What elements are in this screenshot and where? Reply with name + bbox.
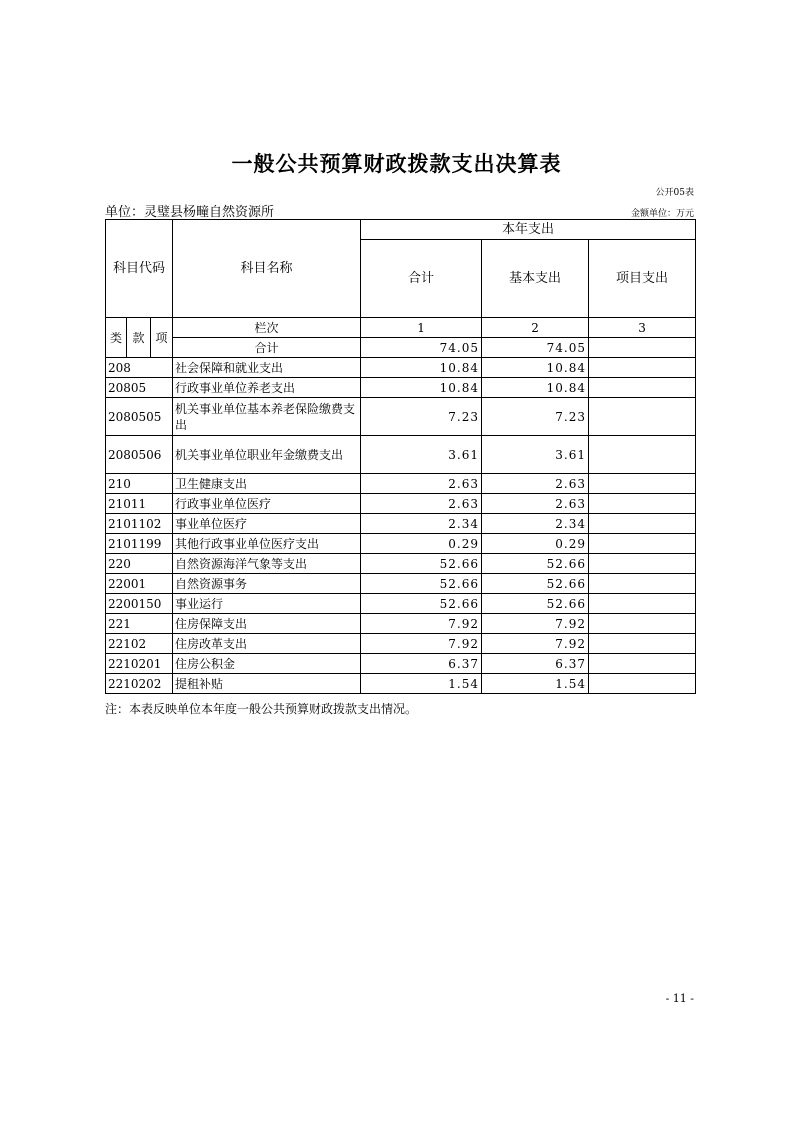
row-basic: 10.84 xyxy=(482,378,589,398)
row-project xyxy=(589,398,696,436)
header-row-1 xyxy=(106,220,696,240)
row-total: 0.29 xyxy=(361,534,482,554)
row-code: 22102 xyxy=(106,634,173,654)
table-row xyxy=(106,634,696,654)
row-code: 22001 xyxy=(106,574,173,594)
row-basic: 2.63 xyxy=(482,474,589,494)
xiang-header: 项 xyxy=(151,318,173,358)
row-total: 7.23 xyxy=(361,398,482,436)
row-total: 3.61 xyxy=(361,436,482,474)
row-total: 10.84 xyxy=(361,378,482,398)
row-project xyxy=(589,594,696,614)
table-row xyxy=(106,614,696,634)
row-code: 2080505 xyxy=(106,398,173,436)
row-total: 52.66 xyxy=(361,574,482,594)
row-project xyxy=(589,378,696,398)
basic-header: 基本支出 xyxy=(482,240,589,318)
row-name: 社会保障和就业支出 xyxy=(173,358,361,378)
table-row xyxy=(106,514,696,534)
row-code: 2080506 xyxy=(106,436,173,474)
row-total: 1.54 xyxy=(361,674,482,694)
row-project xyxy=(589,554,696,574)
row-name: 自然资源海洋气象等支出 xyxy=(173,554,361,574)
table-row xyxy=(106,554,696,574)
row-name: 自然资源事务 xyxy=(173,574,361,594)
row-basic: 52.66 xyxy=(482,594,589,614)
page-number: - 11 - xyxy=(665,992,694,1005)
col1-number: 1 xyxy=(361,318,482,338)
table-row xyxy=(106,378,696,398)
table-row xyxy=(106,398,696,436)
row-total: 2.63 xyxy=(361,494,482,514)
row-total: 7.92 xyxy=(361,614,482,634)
row-name: 卫生健康支出 xyxy=(173,474,361,494)
col3-number: 3 xyxy=(589,318,696,338)
row-code: 220 xyxy=(106,554,173,574)
row-project xyxy=(589,358,696,378)
row-code: 210 xyxy=(106,474,173,494)
row-name: 行政事业单位医疗 xyxy=(173,494,361,514)
lei-header: 类 xyxy=(106,318,127,358)
row-basic: 1.54 xyxy=(482,674,589,694)
row-name: 住房改革支出 xyxy=(173,634,361,654)
total-row xyxy=(106,338,696,358)
row-code: 21011 xyxy=(106,494,173,514)
table-row xyxy=(106,594,696,614)
row-name: 提租补贴 xyxy=(173,674,361,694)
row-basic: 7.92 xyxy=(482,614,589,634)
row-code: 2101102 xyxy=(106,514,173,534)
amount-unit: 金额单位：万元 xyxy=(630,209,694,219)
row-code: 2210202 xyxy=(106,674,173,694)
kuan-header: 款 xyxy=(127,318,151,358)
table-row xyxy=(106,574,696,594)
total-row-label: 合计 xyxy=(173,338,361,358)
row-basic: 52.66 xyxy=(482,554,589,574)
row-project xyxy=(589,654,696,674)
row-basic: 2.63 xyxy=(482,494,589,514)
row-name: 机关事业单位基本养老保险缴费支出 xyxy=(173,398,361,436)
row-code: 20805 xyxy=(106,378,173,398)
table-row xyxy=(106,474,696,494)
total-row-project xyxy=(589,338,696,358)
table-note: 注：本表反映单位本年度一般公共预算财政拨款支出情况。 xyxy=(105,702,418,716)
row-name: 事业单位医疗 xyxy=(173,514,361,534)
table-row xyxy=(106,654,696,674)
row-basic: 10.84 xyxy=(482,358,589,378)
column-label: 栏次 xyxy=(173,318,361,338)
subject-code-header: 科目代码 xyxy=(106,220,173,318)
total-row-basic: 74.05 xyxy=(482,338,589,358)
table-row xyxy=(106,494,696,514)
form-code: 公开05表 xyxy=(655,188,694,198)
expenditure-table xyxy=(105,219,696,694)
total-header: 合计 xyxy=(361,240,482,318)
row-project xyxy=(589,614,696,634)
table-row xyxy=(106,534,696,554)
row-basic: 7.92 xyxy=(482,634,589,654)
row-name: 住房公积金 xyxy=(173,654,361,674)
row-code: 2200150 xyxy=(106,594,173,614)
row-project xyxy=(589,474,696,494)
row-total: 10.84 xyxy=(361,358,482,378)
total-row-total: 74.05 xyxy=(361,338,482,358)
row-code: 2101199 xyxy=(106,534,173,554)
row-project xyxy=(589,436,696,474)
table-row xyxy=(106,358,696,378)
row-basic: 7.23 xyxy=(482,398,589,436)
row-total: 7.92 xyxy=(361,634,482,654)
row-name: 住房保障支出 xyxy=(173,614,361,634)
row-name: 事业运行 xyxy=(173,594,361,614)
row-basic: 2.34 xyxy=(482,514,589,534)
row-name: 行政事业单位养老支出 xyxy=(173,378,361,398)
row-total: 52.66 xyxy=(361,554,482,574)
current-year-header: 本年支出 xyxy=(361,220,696,240)
row-basic: 3.61 xyxy=(482,436,589,474)
row-project xyxy=(589,634,696,654)
row-project xyxy=(589,514,696,534)
row-name: 其他行政事业单位医疗支出 xyxy=(173,534,361,554)
row-total: 2.63 xyxy=(361,474,482,494)
row-project xyxy=(589,574,696,594)
row-code: 2210201 xyxy=(106,654,173,674)
row-basic: 0.29 xyxy=(482,534,589,554)
project-header: 项目支出 xyxy=(589,240,696,318)
row-project xyxy=(589,534,696,554)
column-number-row xyxy=(106,318,696,338)
row-project xyxy=(589,674,696,694)
row-project xyxy=(589,494,696,514)
page-title: 一般公共预算财政拨款支出决算表 xyxy=(231,151,562,176)
row-code: 221 xyxy=(106,614,173,634)
table-row xyxy=(106,674,696,694)
row-total: 6.37 xyxy=(361,654,482,674)
table-row xyxy=(106,436,696,474)
row-basic: 52.66 xyxy=(482,574,589,594)
row-total: 2.34 xyxy=(361,514,482,534)
row-code: 208 xyxy=(106,358,173,378)
row-total: 52.66 xyxy=(361,594,482,614)
row-name: 机关事业单位职业年金缴费支出 xyxy=(173,436,361,474)
row-basic: 6.37 xyxy=(482,654,589,674)
unit-label: 单位：灵璧县杨疃自然资源所 xyxy=(105,205,275,220)
col2-number: 2 xyxy=(482,318,589,338)
subject-name-header: 科目名称 xyxy=(173,220,361,318)
